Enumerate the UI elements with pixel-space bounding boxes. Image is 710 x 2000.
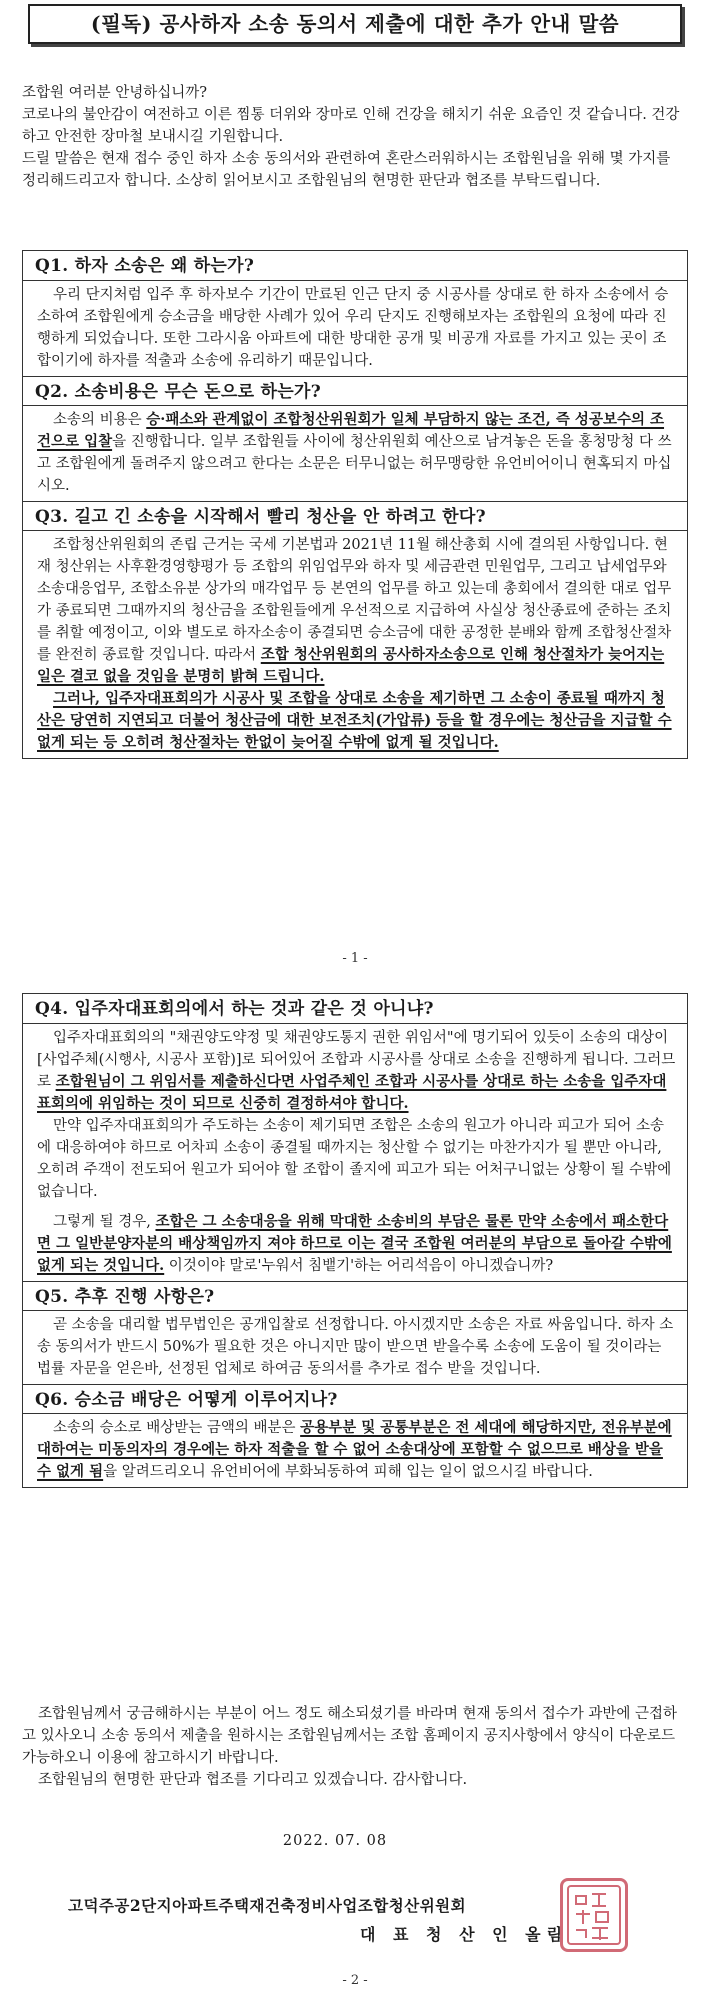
seal-icon: [564, 1882, 624, 1948]
organization-name: 고덕주공2단지아파트주택재건축정비사업조합청산위원회: [68, 1896, 467, 1915]
qa-box-page1: [22, 250, 688, 759]
q3-heading: Q3. 길고 긴 소송을 시작해서 빨리 청산을 안 하려고 한다?: [23, 501, 687, 531]
q5-heading: Q5. 추후 진행 사항은?: [23, 1281, 687, 1311]
q3-emphasis-1: 조합 청산위원회의 공사하자소송으로 인해 청산절차가 늦어지는 일은 결코 없을 것임을 분명히 밝혀 드립니다.: [37, 646, 665, 685]
q3-answer-text: 조합청산위원회의 존립 근거는 국세 기본법과 2021년 11월 해산총회 시에 결의된 사항입니다. 현재 청산위는 사후환경영향평가 등 조합의 위임업무와 하자 및 세금관련 민원업무, 그리고 납세업무와 소송대응업무, 조합소유분 상가의 매각업무 등 본연의 업무를 하고 있는데 총회에서 결의한 대로 업무가 종료되면 그때까지의 청산금을 조합원들에게 우선적으로 지급하여 사실상 청산종료에 준하는 조치를 취할 예정이고, 이와 별도로 하자소송이 종결되면 승소금에 대한 공정한 분배와 함께 조합청산절차를 완전히 종료할 것입니다. 따라서 조합 청산위원회의 공사하자소송으로 인해 청산절차가 늦어지는 일은 결코 없을 것임을 분명히 밝혀 드립니다.: [37, 537, 672, 685]
q4-paragraph-1: 입주자대표회의의 "채권양도약정 및 채권양도통지 권한 위임서"에 명기되어 있듯이 소송의 대상이 [사업주체(시행사, 시공사 포함)]로 되어있어 조합과 시공사를 상대로 소송을 진행하게 됩니다. 그러므로 조합원님이 그 위임서를 제출하신다면 사업주체인 조합과 시공사를 상대로 하는 소송을 입주자대표회의에 위임하는 것이 되므로 신중히 결정하셔야 합니다.: [37, 1030, 676, 1112]
intro-paragraph-1: 코로나의 불안감이 여전하고 이른 찜통 더위와 장마로 인해 건강을 해치기 쉬운 요즘인 것 같습니다. 건강하고 안전한 장마철 보내시길 기원합니다.: [22, 107, 680, 145]
q1-answer: [23, 281, 687, 376]
q4-paragraph-2: 만약 입주자대표회의가 주도하는 소송이 제기되면 조합은 소송의 원고가 아니라 피고가 되어 소송에 대응하여야 하므로 어차피 소송이 종결될 때까지는 청산할 수 없기는 마찬가지가 될 뿐만 아니라, 오히려 주객이 전도되어 원고가 되어야 할 조합이 졸지에 피고가 되는 어처구니없는 상황이 될 수밖에 없습니다.: [37, 1118, 672, 1200]
q2-heading: Q2. 소송비용은 무슨 돈으로 하는가?: [23, 376, 687, 406]
representative-signoff: 대 표 청 산 인 올림: [360, 1925, 569, 1944]
q1-heading: Q1. 하자 소송은 왜 하는가?: [23, 251, 687, 281]
q4-emphasis-1: 조합원님이 그 위임서를 제출하신다면 사업주체인 조합과 시공사를 상대로 하는 소송을 입주자대표회의에 위임하는 것이 되므로 신중히 결정하셔야 합니다.: [37, 1073, 667, 1112]
document-title: (필독) 공사하자 소송 동의서 제출에 대한 추가 안내 말씀: [28, 4, 682, 44]
q4-emphasis-2: 조합은 그 소송대응을 위해 막대한 소송비의 부담은 물론 만약 소송에서 패소한다면 그 일반분양자분의 배상책임까지 져야 하므로 이는 결국 조합원 여러분의 부담으로 돌아갈 수밖에 없게 되는 것입니다.: [37, 1213, 672, 1274]
q2-answer: [23, 406, 687, 501]
intro-section: [22, 82, 688, 192]
q6-heading: Q6. 승소금 배당은 어떻게 이루어지나?: [23, 1384, 687, 1414]
qa-box-page2: [22, 993, 688, 1488]
q6-answer-text: 소송의 승소로 배상받는 금액의 배분은 공용부분 및 공통부분은 전 세대에 해당하지만, 전유부분에 대하여는 미동의자의 경우에는 하자 적출을 할 수 없어 소송대상에 포함할 수 없으므로 배상을 받을 수 없게 됨을 알려드리오니 유언비어에 부화뇌동하여 피해 입는 일이 없으시길 바랍니다.: [37, 1419, 672, 1480]
page-number-1: - 1 -: [342, 951, 368, 966]
q3-answer-text-2: [37, 688, 677, 754]
closing-paragraph-2: 조합원님의 현명한 판단과 협조를 기다리고 있겠습니다. 감사합니다.: [38, 1772, 468, 1788]
q4-answer: [23, 1024, 687, 1281]
q3-emphasis-2: 그러나, 입주자대표회의가 시공사 및 조합을 상대로 소송을 제기하면 그 소송이 종료될 때까지 청산은 당연히 지연되고 더불어 청산금에 대한 보전조치(가압류) 등을 할 경우에는 청산금을 지급할 수 없게 되는 등 오히려 청산절차는 한없이 늦어질 수밖에 없게 될 것입니다.: [37, 690, 672, 751]
q6-emphasis: 공용부분 및 공통부분은 전 세대에 해당하지만, 전유부분에 대하여는 미동의자의 경우에는 하자 적출을 할 수 없어 소송대상에 포함할 수 없으므로 배상을 받을 수 없게 됨: [37, 1419, 672, 1480]
page-number-2: - 2 -: [342, 1973, 368, 1988]
q5-answer-text: 곧 소송을 대리할 법무법인은 공개입찰로 선정합니다. 아시겠지만 소송은 자료 싸움입니다. 하자 소송 동의서가 반드시 50%가 필요한 것은 아니지만 많이 받으면 받을수록 소송에 도움이 될 것이라는 법률 자문을 얻은바, 선정된 업체로 하여금 동의서를 추가로 접수 받을 것입니다.: [37, 1317, 674, 1377]
closing-section: [22, 1703, 688, 1791]
greeting: 조합원 여러분 안녕하십니까?: [22, 85, 208, 101]
q3-answer: [23, 531, 687, 758]
document-date: 2022. 07. 08: [282, 1833, 388, 1849]
q6-answer: [23, 1414, 687, 1487]
q1-answer-text: 우리 단지처럼 입주 후 하자보수 기간이 만료된 인근 단지 중 시공사를 상대로 한 하자 소송에서 승소하여 조합원에게 승소금을 배당한 사례가 있어 우리 단지도 진행해보자는 조합원의 요청에 따라 진행하게 되었습니다. 또한 그라시움 아파트에 대한 방대한 공개 및 비공개 자료를 가지고 있는 곳이 조합이기에 하자를 적출과 소송에 유리하기 때문입니다.: [37, 287, 669, 369]
closing-paragraph-1: 조합원님께서 궁금해하시는 부분이 어느 정도 해소되셨기를 바라며 현재 동의서 접수가 과반에 근접하고 있사오니 소송 동의서 제출을 원하시는 조합원님께서는 조합 홈페이지 공지사항에서 양식이 다운로드 가능하오니 이용에 참고하시기 바랍니다.: [22, 1706, 677, 1766]
q2-answer-text: 소송의 비용은 승·패소와 관계없이 조합청산위원회가 일체 부담하지 않는 조건, 즉 성공보수의 조건으로 입찰을 진행합니다. 일부 조합원들 사이에 청산위원회 예산으로 남겨놓은 돈을 홍청망청 다 쓰고 조합원에게 돌려주지 않으려고 한다는 소문은 터무니없는 허무맹랑한 유언비어이니 현혹되지 마십시오.: [37, 411, 672, 494]
q5-answer: [23, 1311, 687, 1384]
q2-emphasis: 승·패소와 관계없이 조합청산위원회가 일체 부담하지 않는 조건, 즉 성공보수의 조건으로 입찰: [37, 411, 665, 450]
q4-paragraph-3: 그렇게 될 경우, 조합은 그 소송대응을 위해 막대한 소송비의 부담은 물론 만약 소송에서 패소한다면 그 일반분양자분의 배상책임까지 져야 하므로 이는 결국 조합원 여러분의 부담으로 돌아갈 수밖에 없게 되는 것입니다. 이것이야 말로'누워서 침뱉기'하는 어리석음이 아니겠습니까?: [37, 1213, 672, 1274]
q4-heading: Q4. 입주자대표회의에서 하는 것과 같은 것 아니냐?: [23, 994, 687, 1024]
intro-paragraph-2: 드릴 말씀은 현재 접수 중인 하자 소송 동의서와 관련하여 혼란스러워하시는 조합원님을 위해 몇 가지를 정리해드리고자 합니다. 소상히 읽어보시고 조합원님의 현명한 판단과 협조를 부탁드립니다.: [22, 151, 671, 189]
official-seal-stamp: [560, 1878, 628, 1952]
